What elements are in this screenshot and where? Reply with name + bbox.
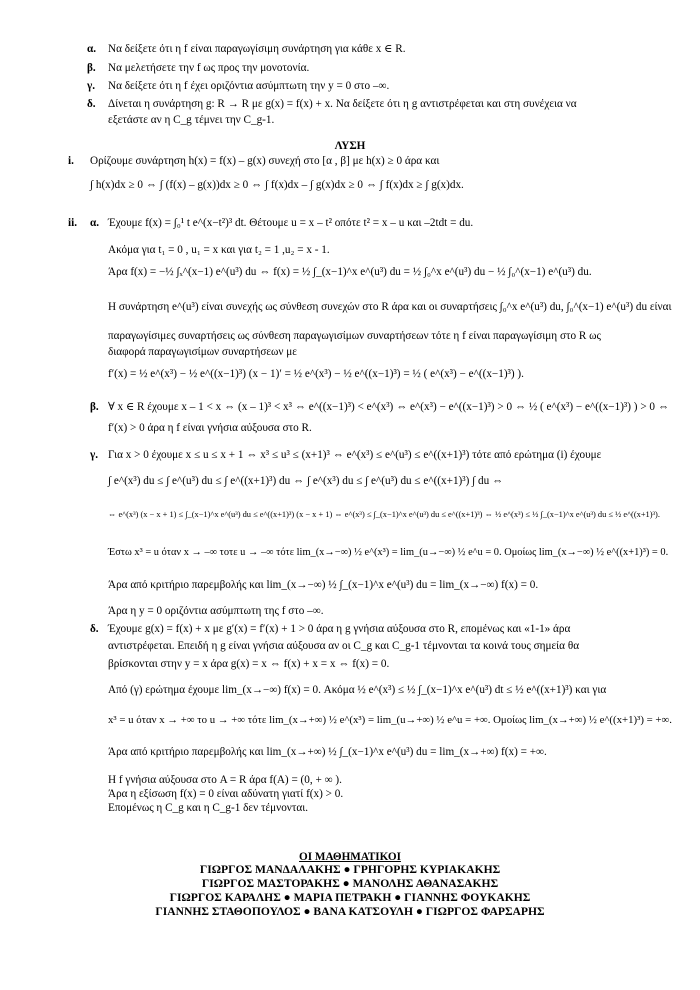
- part-i-line-1: Ορίζουμε συνάρτηση h(x) = f(x) – g(x) συνεχή στο [α , β] με h(x) ≥ 0 άρα και: [90, 155, 440, 167]
- signature-line-2: ΓΙΩΡΓΟΣ ΜΑΣΤΟΡΑΚΗΣ ● ΜΑΝΟΛΗΣ ΑΘΑΝΑΣΑΚΗΣ: [201, 877, 499, 890]
- part-ii-a-line-3: Άρα f(x) = −½ ∫ₓ^(x−1) e^(u³) du ⇔ f(x) = ½ ∫_(x−1)^x e^(u³) du = ½ ∫₀^x e^(u³) du − ½ ∫₀^(x−1) e^(u³) du.: [108, 266, 592, 278]
- part-ii-d-line-1: Έχουμε g(x) = f(x) + x με g′(x) = f′(x) + 1 > 0 άρα η g γνήσια αύξουσα στο R, επομένως και «1-1» άρα: [108, 623, 571, 635]
- part-i-label: i.: [68, 155, 74, 167]
- part-ii-a-label: α.: [90, 217, 100, 229]
- part-ii-d-line-8: Άρα η εξίσωση f(x) = 0 είναι αδύνατη γιατί f(x) > 0.: [108, 788, 344, 800]
- part-ii-a-line-1: Έχουμε f(x) = ∫₀¹ t e^(x−t²)³ dt. Θέτουμε u = x – t² οπότε t² = x – u και –2tdt = du.: [108, 217, 474, 229]
- part-i-line-2: ∫ h(x)dx ≥ 0 ⇔ ∫ (f(x) – g(x))dx ≥ 0 ⇔ ∫ f(x)dx – ∫ g(x)dx ≥ 0 ⇔ ∫ f(x)dx ≥ ∫ g(x)dx.: [90, 179, 464, 191]
- part-ii-c-line-6: Άρα η y = 0 οριζόντια ασύμπτωτη της f στο –∞.: [108, 605, 324, 617]
- part-ii-a-line-2: Ακόμα για t₁ = 0 , u₁ = x και για t₂ = 1 ,u₂ = x - 1.: [108, 244, 330, 256]
- part-ii-d-line-2: αντιστρέφεται. Επειδή η g είναι γνήσια αύξουσα αν οι C_g και C_g-1 τέμνονται τα κοινά τους σημεία θα: [108, 640, 580, 652]
- part-ii-a-line-7: f′(x) = ½ e^(x³) − ½ e^((x−1)³) (x − 1)′ = ½ e^(x³) − ½ e^((x−1)³) = ½ ( e^(x³) − e^((x−1)³) ).: [108, 368, 524, 380]
- part-ii-label: ii.: [68, 217, 78, 229]
- part-ii-c-line-2: ∫ e^(x³) du ≤ ∫ e^(u³) du ≤ ∫ e^((x+1)³) du ⇔ ∫ e^(x³) du ≤ ∫ e^(u³) du ≤ e^((x+1)³) ∫ du ⇔: [108, 475, 504, 487]
- part-ii-a-line-6: διαφορά παραγωγισίμων συναρτήσεων με: [108, 346, 297, 358]
- question-label-b: β.: [87, 62, 96, 74]
- question-text-a: Να δείξετε ότι η f είναι παραγωγίσιμη συνάρτηση για κάθε x ∈ R.: [108, 43, 406, 55]
- part-ii-a-line-5: παραγωγίσιμες συναρτήσεις ως σύνθεση παραγωγισίμων συναρτήσεων τότε η f είναι παραγωγίσιμη στο R ως: [108, 330, 601, 342]
- part-ii-d-line-4: Από (γ) ερώτημα έχουμε lim_(x→−∞) f(x) = 0. Ακόμα ½ e^(x³) ≤ ½ ∫_(x−1)^x e^(u³) dt ≤ ½ e^((x+1)³) και για: [108, 684, 607, 696]
- part-ii-b-line-1: ∀ x ∈ R έχουμε x – 1 < x ⇔ (x – 1)³ < x³ ⇔ e^((x−1)³) < e^(x³) ⇔ e^(x³) − e^((x−1)³) > 0 ⇔ ½ ( e^(x³) − e^((x−1)³) ) > 0 ⇔: [108, 401, 670, 413]
- part-ii-b-line-2: f′(x) > 0 άρα η f είναι γνήσια αύξουσα στο R.: [108, 422, 312, 434]
- part-ii-d-line-6: Άρα από κριτήριο παρεμβολής και lim_(x→+∞) ½ ∫_(x−1)^x e^(u³) du = lim_(x→+∞) f(x) = +∞.: [108, 746, 547, 758]
- question-label-d: δ.: [87, 98, 96, 110]
- signature-line-4: ΓΙΑΝΝΗΣ ΣΤΑΘΟΠΟΥΛΟΣ ● ΒΑΝΑ ΚΑΤΣΟΥΛΗ ● ΓΙΩΡΓΟΣ ΦΑΡΣΑΡΗΣ: [155, 905, 545, 918]
- question-text-d: Δίνεται η συνάρτηση g: R → R με g(x) = f(x) + x. Να δείξετε ότι η g αντιστρέφεται και στη συνέχεια να: [108, 98, 577, 110]
- part-ii-d-line-9: Επομένως η C_g και η C_g-1 δεν τέμνονται.: [108, 802, 309, 814]
- part-ii-c-label: γ.: [90, 449, 99, 461]
- part-ii-c-line-4: Έστω x³ = u όταν x → –∞ τοτε u → –∞ τότε lim_(x→−∞) ½ e^(x³) = lim_(u→−∞) ½ e^u = 0. Ομοίως lim_(x→−∞) ½ e^((x+1)³) = 0.: [108, 547, 669, 558]
- question-text-d-line2: εξετάστε αν η C_g τέμνει την C_g-1.: [108, 114, 275, 126]
- question-label-c: γ.: [87, 80, 96, 92]
- part-ii-d-label: δ.: [90, 623, 99, 635]
- part-ii-c-line-1: Για x > 0 έχουμε x ≤ u ≤ x + 1 ⇔ x³ ≤ u³ ≤ (x+1)³ ⇔ e^(x³) ≤ e^(u³) ≤ e^((x+1)³) τότε από ερώτημα (i) έχουμε: [108, 449, 602, 461]
- question-text-c: Να δείξετε ότι η f έχει οριζόντια ασύμπτωτη την y = 0 στο –∞.: [108, 80, 390, 92]
- part-ii-c-line-5: Άρα από κριτήριο παρεμβολής και lim_(x→−∞) ½ ∫_(x−1)^x e^(u³) du = lim_(x→−∞) f(x) = 0.: [108, 579, 539, 591]
- part-ii-a-line-4: Η συνάρτηση e^(u³) είναι συνεχής ως σύνθεση συνεχών στο R άρα και οι συναρτήσεις ∫₀^x e^(u³) du, ∫₀^(x−1) e^(u³) du είναι: [108, 301, 672, 313]
- signature-line-3: ΓΙΩΡΓΟΣ ΚΑΡΑΛΗΣ ● ΜΑΡΙΑ ΠΕΤΡΑΚΗ ● ΓΙΑΝΝΗΣ ΦΟΥΚΑΚΗΣ: [169, 891, 531, 904]
- part-ii-b-label: β.: [90, 401, 99, 413]
- part-ii-d-line-3: βρίσκονται στην y = x άρα g(x) = x ⇔ f(x) + x = x ⇔ f(x) = 0.: [108, 658, 390, 670]
- signature-line-1: ΓΙΩΡΓΟΣ ΜΑΝΔΑΛΑΚΗΣ ● ΓΡΗΓΟΡΗΣ ΚΥΡΙΑΚΑΚΗΣ: [199, 863, 501, 876]
- question-label-a: α.: [87, 43, 97, 55]
- part-ii-c-line-3: ⇔ e^(x³) (x − x + 1) ≤ ∫_(x−1)^x e^(u³) du ≤ e^((x+1)³) (x − x + 1) ⇔ e^(x³) ≤ ∫_(x−1)^x e^(u³) du ≤ e^((x+1)³) ⇔ ½ e^(x³) ≤ ½ ∫_(x−1)^x e^(u³) du ≤ ½ e^((x+1)³).: [108, 510, 660, 519]
- signature-title: ΟΙ ΜΑΘΗΜΑΤΙΚΟΙ: [299, 851, 401, 863]
- part-ii-d-line-7: Η f γνήσια αύξουσα στο A = R άρα f(A) = (0, + ∞ ).: [108, 774, 342, 786]
- question-text-b: Να μελετήσετε την f ως προς την μονοτονία.: [108, 62, 310, 74]
- solution-title: ΛΥΣΗ: [334, 140, 366, 152]
- part-ii-d-line-5: x³ = u όταν x → +∞ το u → +∞ τότε lim_(x→+∞) ½ e^(x³) = lim_(u→+∞) ½ e^u = +∞. Ομοίως lim_(x→+∞) ½ e^((x+1)³) = +∞.: [108, 714, 672, 726]
